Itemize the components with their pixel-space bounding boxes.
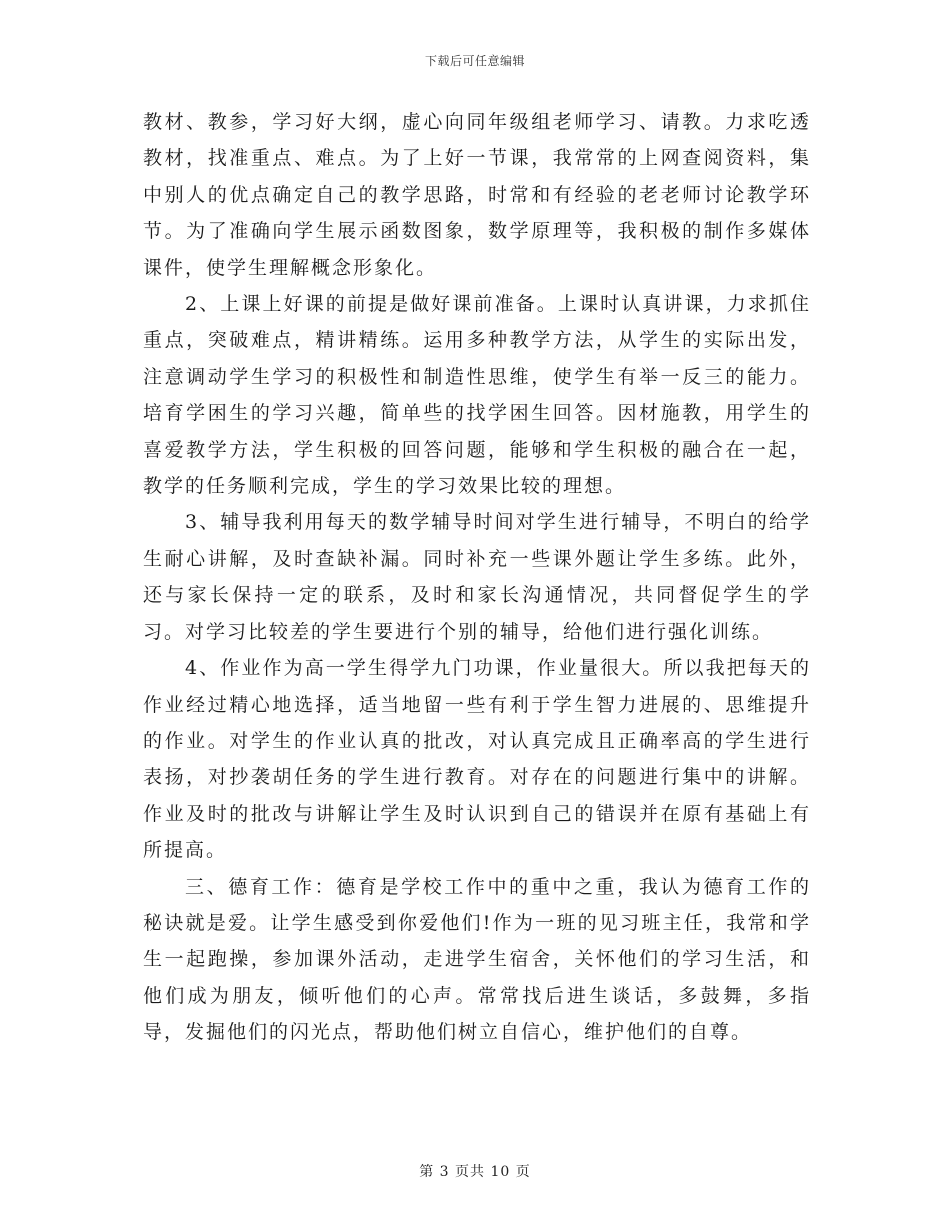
paragraph-2: 2、上课上好课的前提是做好课前准备。上课时认真讲课，力求抓住重点，突破难点，精讲精练。运用多种教学方法，从学生的实际出发，注意调动学生学习的积极性和制造性思维，使学生有举一反三的能力。培育学困生的学习兴趣，简单些的找学困生回答。因材施教，用学生的喜爱教学方法，学生积极的回答问题，能够和学生积极的融合在一起，教学的任务顺利完成，学生的学习效果比较的理想。	[143, 293, 811, 498]
document-body	[143, 104, 811, 1051]
paragraph-3: 3、辅导我利用每天的数学辅导时间对学生进行辅导，不明白的给学生耐心讲解，及时查缺补漏。同时补充一些课外题让学生多练。此外，还与家长保持一定的联系，及时和家长沟通情况，共同督促学生的学习。对学习比较差的学生要进行个别的辅导，给他们进行强化训练。	[143, 511, 811, 643]
page-number-footer: 第 3 页共 10 页	[419, 1164, 531, 1180]
paragraph-4: 4、作业作为高一学生得学九门功课，作业量很大。所以我把每天的作业经过精心地选择，适当地留一些有利于学生智力进展的、思维提升的作业。对学生的作业认真的批改，对认真完成且正确率高的学生进行表扬，对抄袭胡任务的学生进行教育。对存在的问题进行集中的讲解。作业及时的批改与讲解让学生及时认识到自己的错误并在原有基础上有所提高。	[143, 657, 811, 862]
paragraph-1: 教材、教参，学习好大纲，虚心向同年级组老师学习、请教。力求吃透教材，找准重点、难点。为了上好一节课，我常常的上网查阅资料，集中别人的优点确定自己的教学思路，时常和有经验的老老师讨论教学环节。为了准确向学生展示函数图象，数学原理等，我积极的制作多媒体课件，使学生理解概念形象化。	[143, 111, 811, 279]
page-header: 下载后可任意编辑	[424, 54, 525, 68]
paragraph-5: 三、德育工作：德育是学校工作中的重中之重，我认为德育工作的秘诀就是爱。让学生感受到你爱他们!作为一班的见习班主任，我常和学生一起跑操，参加课外活动，走进学生宿舍，关怀他们的学习生活，和他们成为朋友，倾听他们的心声。常常找后进生谈话，多鼓舞，多指导，发掘他们的闪光点，帮助他们树立自信心，维护他们的自尊。	[143, 875, 811, 1044]
